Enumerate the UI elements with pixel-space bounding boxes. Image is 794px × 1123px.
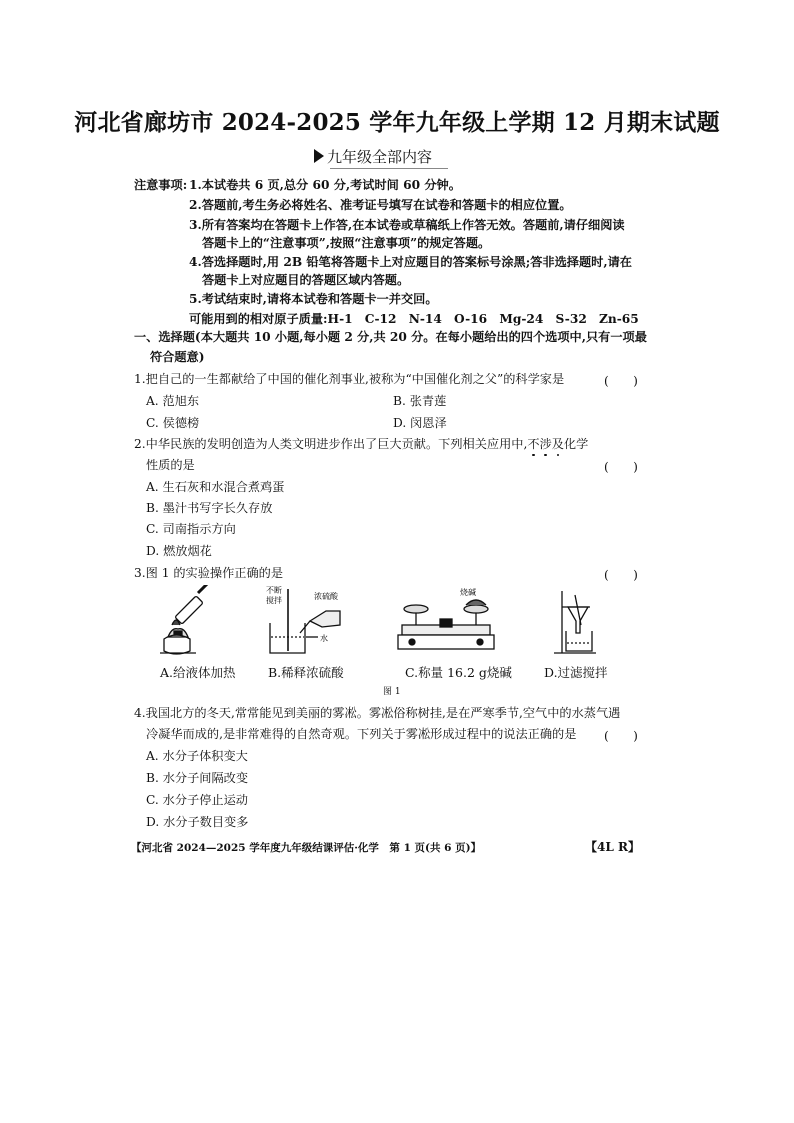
label-acid: 浓硫酸 bbox=[314, 592, 338, 601]
note-item: 1.本试卷共 6 页,总分 60 分,考试时间 60 分钟。 bbox=[189, 178, 461, 192]
label-caustic: 烧碱 bbox=[460, 588, 476, 597]
question-2-stem bbox=[134, 437, 588, 452]
figure-1-illustrations bbox=[150, 585, 620, 660]
question-2-stem-line2: 性质的是 bbox=[146, 458, 195, 472]
emphasis-char: 不 bbox=[527, 437, 540, 451]
option-b: B. 墨汁书写字长久存放 bbox=[146, 501, 273, 515]
option-c: C. 侯德榜 bbox=[146, 416, 200, 430]
option-d: D. 闵恩泽 bbox=[393, 416, 447, 430]
option-a: A. 水分子体积变大 bbox=[146, 749, 248, 763]
note-item: 2.答题前,考生务必将姓名、准考证号填写在试卷和答题卡的相应位置。 bbox=[189, 198, 572, 212]
page-footer: 【河北省 2024—2025 学年度九年级结课评估·化学 第 1 页(共 6 页)】 bbox=[131, 842, 482, 854]
note-item: 3.所有答案均在答题卡上作答,在本试卷或草稿纸上作答无效。答题前,请仔细阅读 bbox=[189, 218, 625, 232]
notes-label: 注意事项: bbox=[134, 178, 188, 192]
answer-paren: ( ) bbox=[604, 374, 638, 388]
section-heading-line2: 符合题意) bbox=[150, 350, 205, 364]
option-b: B. 水分子间隔改变 bbox=[146, 771, 249, 785]
option-a: A. 生石灰和水混合煮鸡蛋 bbox=[146, 480, 285, 494]
label-stir2: 搅拌 bbox=[266, 596, 282, 605]
figure-caption-d: D.过滤搅拌 bbox=[544, 665, 608, 680]
balance-scale-icon bbox=[398, 600, 494, 649]
option-c: C. 水分子停止运动 bbox=[146, 793, 248, 807]
figure-caption-a: A.给液体加热 bbox=[160, 665, 236, 680]
exam-title: 河北省廊坊市 2024-2025 学年九年级上学期 12 月期末试题 bbox=[74, 109, 720, 136]
question-3-stem: 3.图 1 的实验操作正确的是 bbox=[134, 566, 284, 580]
note-item: 4.答选择题时,用 2B 铅笔将答题卡上对应题目的答案标号涂黑;答非选择题时,请在 bbox=[189, 255, 632, 269]
question-4-stem: 4.我国北方的冬天,常常能见到美丽的雾凇。雾凇俗称树挂,是在严寒季节,空气中的水蒸气遇 bbox=[134, 706, 621, 720]
answer-paren: ( ) bbox=[604, 460, 638, 474]
option-c: C. 司南指示方向 bbox=[146, 522, 236, 536]
stem-text-end: 化学 bbox=[563, 437, 589, 451]
alcohol-lamp-heating-icon bbox=[160, 585, 208, 654]
answer-paren: ( ) bbox=[604, 729, 638, 743]
subtitle bbox=[314, 146, 432, 167]
filtration-setup-icon bbox=[554, 591, 596, 653]
answer-paren: ( ) bbox=[604, 568, 638, 582]
label-water: 水 bbox=[320, 634, 328, 643]
figure-caption-b: B.稀释浓硫酸 bbox=[268, 665, 344, 680]
question-4-stem-line2: 冷凝华而成的,是非常难得的自然奇观。下列关于雾凇形成过程中的说法正确的是 bbox=[146, 727, 577, 741]
note-item: 5.考试结束时,请将本试卷和答题卡一并交回。 bbox=[189, 292, 438, 306]
figure-caption-c: C.称量 16.2 g烧碱 bbox=[405, 665, 512, 680]
section-heading: 一、选择题(本大题共 10 小题,每小题 2 分,共 20 分。在每小题给出的四个选项中,只有一项最 bbox=[134, 330, 647, 344]
paper-code: 【4L R】 bbox=[585, 840, 640, 854]
question-1-stem: 1.把自己的一生都献给了中国的催化剂事业,被称为“中国催化剂之父”的科学家是 bbox=[134, 372, 565, 386]
option-a: A. 范旭东 bbox=[146, 394, 200, 408]
emphasis-text bbox=[527, 437, 564, 451]
atomic-masses: 可能用到的相对原子质量:H-1 C-12 N-14 O-16 Mg-24 S-32 Zn-65 bbox=[189, 312, 639, 326]
emphasis-char: 涉 bbox=[539, 437, 552, 451]
emphasis-char: 及 bbox=[551, 437, 564, 451]
option-d: D. 水分子数目变多 bbox=[146, 815, 249, 829]
stem-text: 2.中华民族的发明创造为人类文明进步作出了巨大贡献。下列相关应用中, bbox=[134, 437, 528, 451]
subtitle-text: 九年级全部内容 bbox=[327, 148, 433, 166]
note-item: 答题卡上的“注意事项”,按照“注意事项”的规定答题。 bbox=[202, 236, 491, 250]
subtitle-underline bbox=[330, 168, 448, 169]
triangle-marker-icon bbox=[314, 149, 324, 163]
note-item: 答题卡上对应题目的答题区域内答题。 bbox=[202, 273, 410, 287]
option-d: D. 燃放烟花 bbox=[146, 544, 212, 558]
label-stir: 不断 bbox=[266, 586, 282, 595]
option-b: B. 张青莲 bbox=[393, 394, 447, 408]
figure-number: 图 1 bbox=[383, 687, 401, 697]
